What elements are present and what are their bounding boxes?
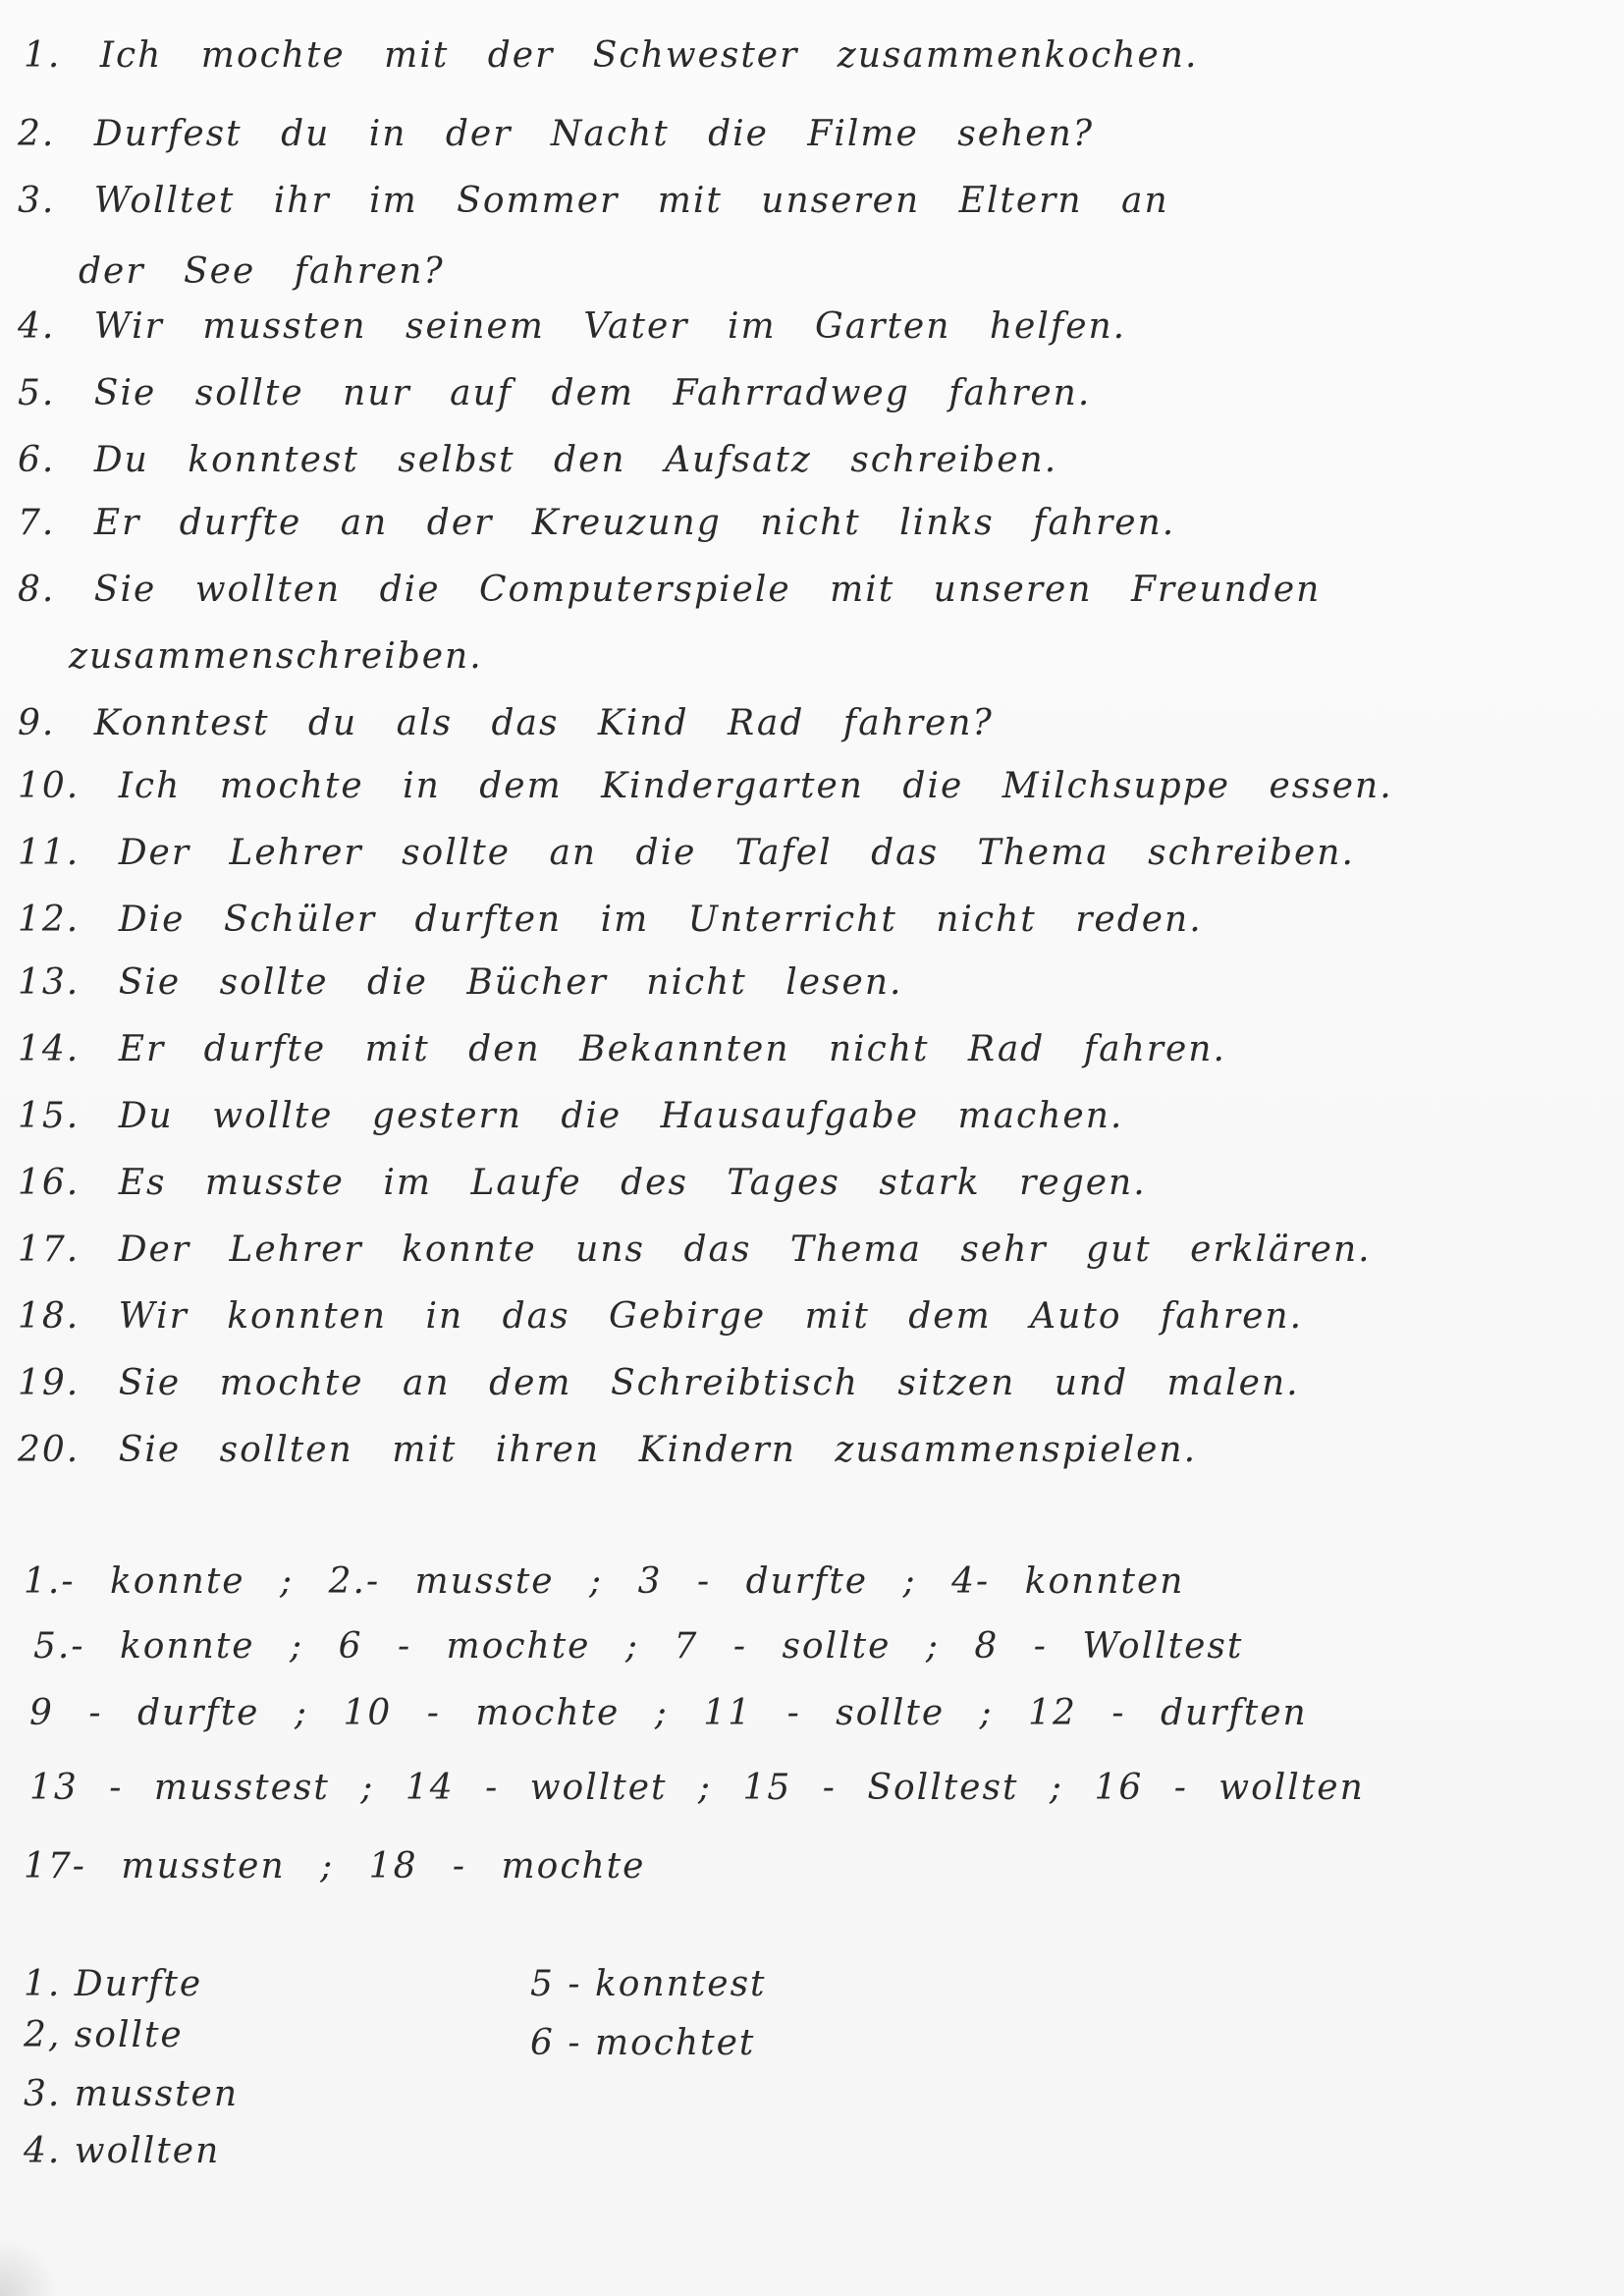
sentence-line: 14. Er durfte mit den Bekannten nicht Rad fahren.: [18, 1029, 1226, 1069]
answer-line: 1. Durfte: [24, 1964, 203, 2004]
sentence-line: zusammenschreiben.: [69, 636, 483, 677]
sentence-line: 9. Konntest du als das Kind Rad fahren?: [18, 703, 994, 743]
sentence-line: 18. Wir konnten in das Gebirge mit dem Auto fahren.: [18, 1296, 1304, 1337]
sentence-line: 4. Wir mussten seinem Vater im Garten helfen.: [18, 306, 1127, 347]
sentence-line: 15. Du wollte gestern die Hausaufgabe machen.: [18, 1096, 1124, 1136]
sentence-line: 1. Ich mochte mit der Schwester zusammenkochen.: [24, 35, 1199, 76]
sentence-line: 19. Sie mochte an dem Schreibtisch sitzen und malen.: [18, 1363, 1300, 1403]
sentence-line: 12. Die Schüler durften im Unterricht nicht reden.: [18, 900, 1203, 940]
sentence-line: 3. Wolltet ihr im Sommer mit unseren Eltern an: [18, 181, 1169, 221]
answer-line: 3. mussten: [24, 2074, 240, 2114]
answer-line: 6 - mochtet: [530, 2023, 756, 2063]
answer-line: 5.- konnte ; 6 - mochte ; 7 - sollte ; 8 - Wolltest: [33, 1626, 1244, 1667]
answer-line: 1.- konnte ; 2.- musste ; 3 - durfte ; 4- konnten: [24, 1561, 1185, 1602]
page-corner-shadow: [0, 2237, 59, 2296]
answer-line: 13 - musstest ; 14 - wolltet ; 15 - Solltest ; 16 - wollten: [29, 1768, 1365, 1808]
sentence-line: 10. Ich mochte in dem Kindergarten die Milchsuppe essen.: [18, 766, 1393, 806]
sentence-line: 16. Es musste im Laufe des Tages stark regen.: [18, 1163, 1147, 1203]
sentence-line: 13. Sie sollte die Bücher nicht lesen.: [18, 962, 903, 1003]
answer-line: 17- mussten ; 18 - mochte: [24, 1846, 646, 1886]
sentence-line: 11. Der Lehrer sollte an die Tafel das Thema schreiben.: [18, 833, 1355, 873]
sentence-line: 7. Er durfte an der Kreuzung nicht links fahren.: [18, 503, 1176, 543]
answer-line: 9 - durfte ; 10 - mochte ; 11 - sollte ; 12 - durften: [29, 1693, 1308, 1733]
sentence-line: 20. Sie sollten mit ihren Kindern zusammenspielen.: [18, 1430, 1198, 1470]
sentence-line: 8. Sie wollten die Computerspiele mit unseren Freunden: [18, 570, 1322, 610]
sentence-line: der See fahren?: [79, 251, 445, 292]
sentence-line: 2. Durfest du in der Nacht die Filme sehen?: [18, 114, 1095, 154]
answer-line: 2, sollte: [24, 2015, 184, 2055]
answer-line: 5 - konntest: [530, 1964, 767, 2004]
sentence-line: 17. Der Lehrer konnte uns das Thema sehr gut erklären.: [18, 1230, 1372, 1270]
sentence-line: 6. Du konntest selbst den Aufsatz schreiben.: [18, 440, 1058, 480]
sentence-line: 5. Sie sollte nur auf dem Fahrradweg fahren.: [18, 373, 1092, 413]
answer-line: 4. wollten: [24, 2131, 221, 2171]
